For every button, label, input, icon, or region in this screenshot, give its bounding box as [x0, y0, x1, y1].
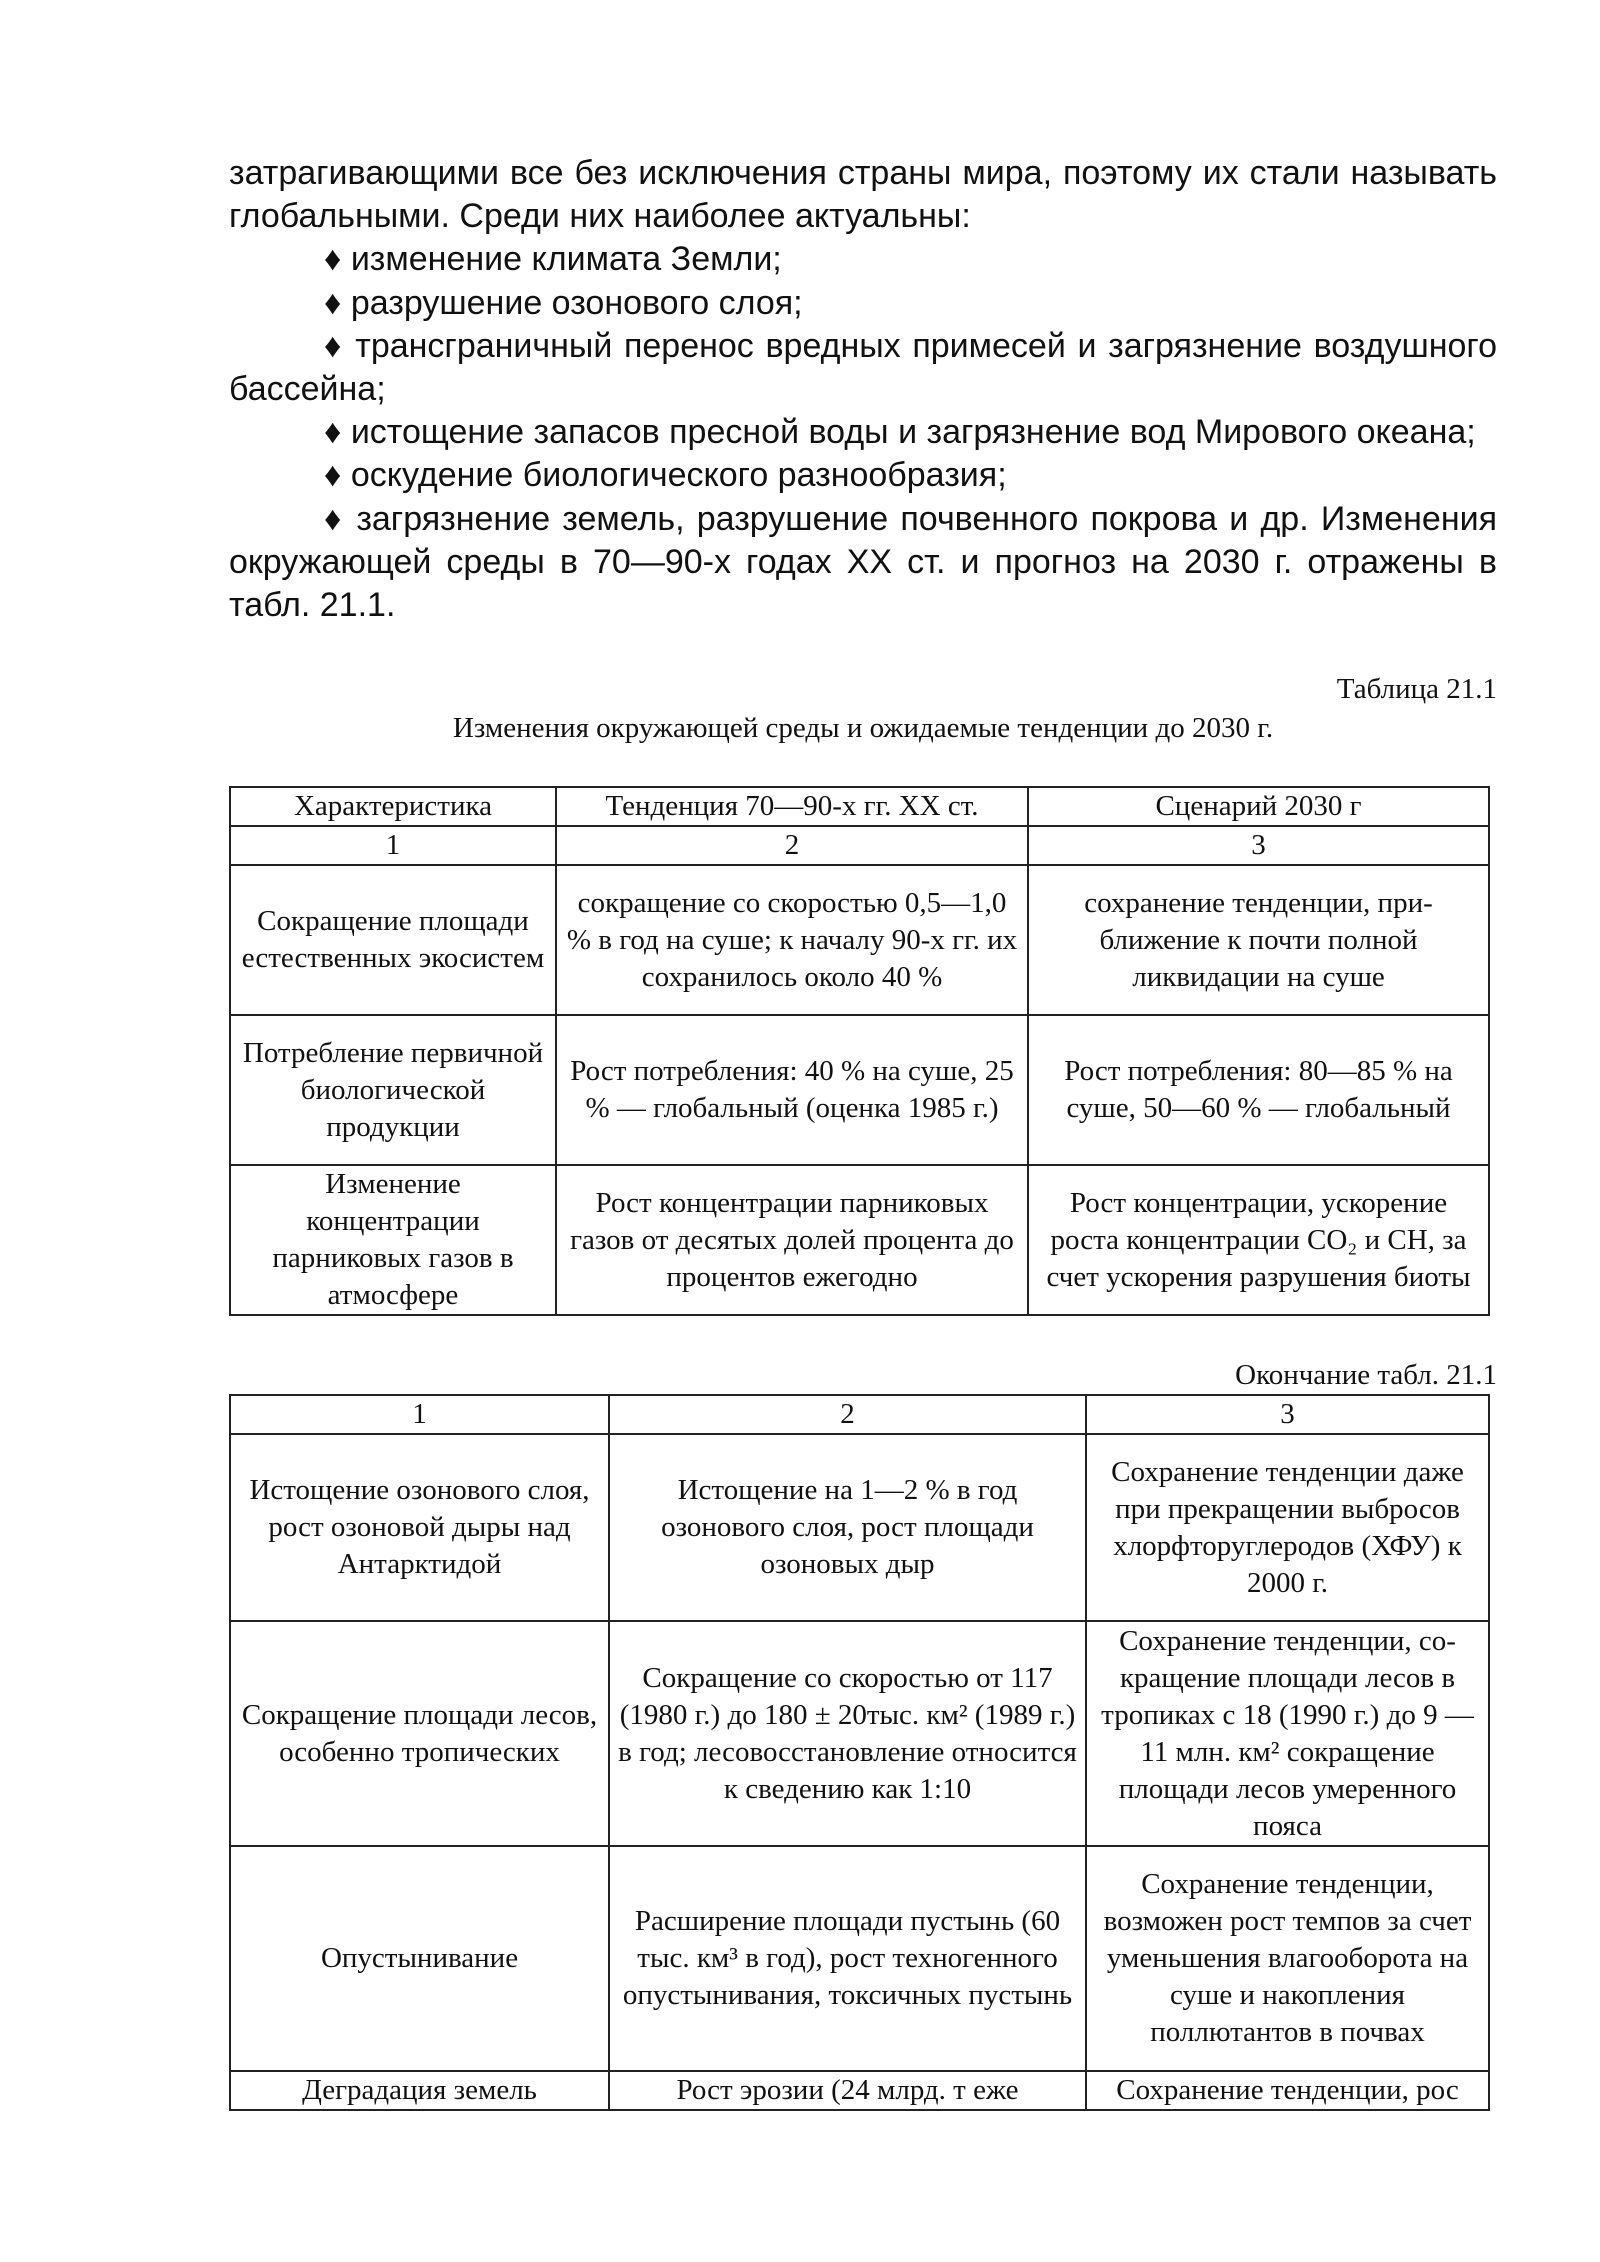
table-cell: Рост концентрации парниковых газов от десятых долей процента до процентов ежегодно	[556, 1165, 1028, 1315]
table-row	[230, 1015, 1489, 1165]
environment-table-continued	[229, 1394, 1490, 2111]
table-cell: Рост потребления: 80—85 % на суше, 50—60 % — глобальный	[1028, 1015, 1489, 1165]
table-cell: сокращение со скоростью 0,5—1,0 % в год на суше; к началу 90-х гг. их сохранилось около 40 %	[556, 865, 1028, 1015]
table-cell: Рост концентрации, ускорение роста концентрации СО₂ и СН, за счет ускорения разрушения биоты	[1028, 1165, 1489, 1315]
bullet-diamond-icon: ♦	[324, 283, 342, 322]
table-cell: Истощение озонового слоя, рост озоновой дыры над Антарктидой	[230, 1434, 609, 1621]
table-row	[230, 2071, 1489, 2110]
table-cell: Сохранение тенденции, со-кращение площади лесов в тропиках с 18 (1990 г.) до 9 —11 млн. км² сокращение площади лесов умеренного пояса	[1086, 1621, 1489, 1846]
column-number: 3	[1028, 826, 1489, 865]
column-number: 2	[609, 1395, 1086, 1434]
table-cell: Опустынивание	[230, 1846, 609, 2071]
table-cell: Сокращение со скоростью от 117 (1980 г.) до 180 ± 20тыс. км² (1989 г.) в год; лесовосстановление относится к сведению как 1:10	[609, 1621, 1086, 1846]
table-row	[230, 1165, 1489, 1315]
table-cell: Изменение концентрации парниковых газов в атмосфере	[230, 1165, 556, 1315]
table-cell: Истощение на 1—2 % в год озонового слоя, рост площади озоновых дыр	[609, 1434, 1086, 1621]
column-number: 1	[230, 1395, 609, 1434]
column-number: 2	[556, 826, 1028, 865]
bullet-item: ♦ оскудение биологического разнообразия;	[324, 456, 1007, 495]
column-number: 3	[1086, 1395, 1489, 1434]
table-cell: Сохранение тенденции, рос	[1086, 2071, 1489, 2110]
bullet-item: ♦ загрязнение земель, разрушение почвенного покрова и др. Изменения окружающей среды в 70—90-х годах XX ст. и прогноз на 2030 г. отражены в табл. 21.1.	[229, 499, 1498, 625]
bullet-diamond-icon: ♦	[324, 499, 345, 538]
intro-lead: затрагивающими все без исключения страны мира, поэтому их стали называть глобальными. Среди них наиболее актуальны:	[229, 154, 1497, 236]
table-header-row	[230, 787, 1489, 826]
table-title: Изменения окружающей среды и ожидаемые тенденции до 2030 г.	[452, 712, 1274, 744]
bullet-item: ♦ истощение запасов пресной воды и загрязнение вод Мирового океана;	[324, 413, 1476, 452]
table-cell: Потребление первичной биологической продукции	[230, 1015, 556, 1165]
table-cell: Сокращение площади лесов, особенно тропических	[230, 1621, 609, 1846]
table-cell: Сокращение площади естественных экосистем	[230, 865, 556, 1015]
intro-text	[229, 152, 1497, 627]
column-number-row	[230, 826, 1489, 865]
column-number-row	[230, 1395, 1489, 1434]
bullet-item: ♦ трансграничный перенос вредных примесей и загрязнение воздушного бассейна;	[229, 326, 1497, 409]
bullet-diamond-icon: ♦	[324, 456, 342, 495]
bullet-diamond-icon: ♦	[324, 240, 342, 279]
environment-table	[229, 786, 1490, 1316]
bullet-item: ♦ разрушение озонового слоя;	[324, 283, 803, 322]
table-continuation-label: Окончание табл. 21.1	[1235, 1359, 1497, 1391]
table-cell: Сохранение тенденции даже при прекращении выбросов хлорфторуглеродов (ХФУ) к 2000 г.	[1086, 1434, 1489, 1621]
table-row	[230, 1621, 1489, 1846]
column-number: 1	[230, 826, 556, 865]
table-cell: сохранение тенденции, при-ближение к почти полной ликвидации на суше	[1028, 865, 1489, 1015]
table-cell: Расширение площади пустынь (60 тыс. км³ в год), рост техногенного опустынивания, токсичных пустынь	[609, 1846, 1086, 2071]
table-row	[230, 865, 1489, 1015]
column-header: Сценарий 2030 г	[1028, 787, 1489, 826]
table-row	[230, 1434, 1489, 1621]
bullet-diamond-icon: ♦	[324, 413, 342, 452]
table-label: Таблица 21.1	[1336, 673, 1497, 705]
table-cell: Сохранение тенденции, возможен рост темпов за счет уменьшения влагооборота на суше и накопления поллютантов в почвах	[1086, 1846, 1489, 2071]
table-cell: Рост эрозии (24 млрд. т еже	[609, 2071, 1086, 2110]
bullet-diamond-icon: ♦	[324, 326, 344, 365]
column-header: Характеристика	[230, 787, 556, 826]
column-header: Тенденция 70—90-х гг. XX ст.	[556, 787, 1028, 826]
table-cell: Рост потребления: 40 % на суше, 25 % — глобальный (оценка 1985 г.)	[556, 1015, 1028, 1165]
table-cell: Деградация земель	[230, 2071, 609, 2110]
bullet-item: ♦ изменение климата Земли;	[324, 240, 782, 279]
table-row	[230, 1846, 1489, 2071]
